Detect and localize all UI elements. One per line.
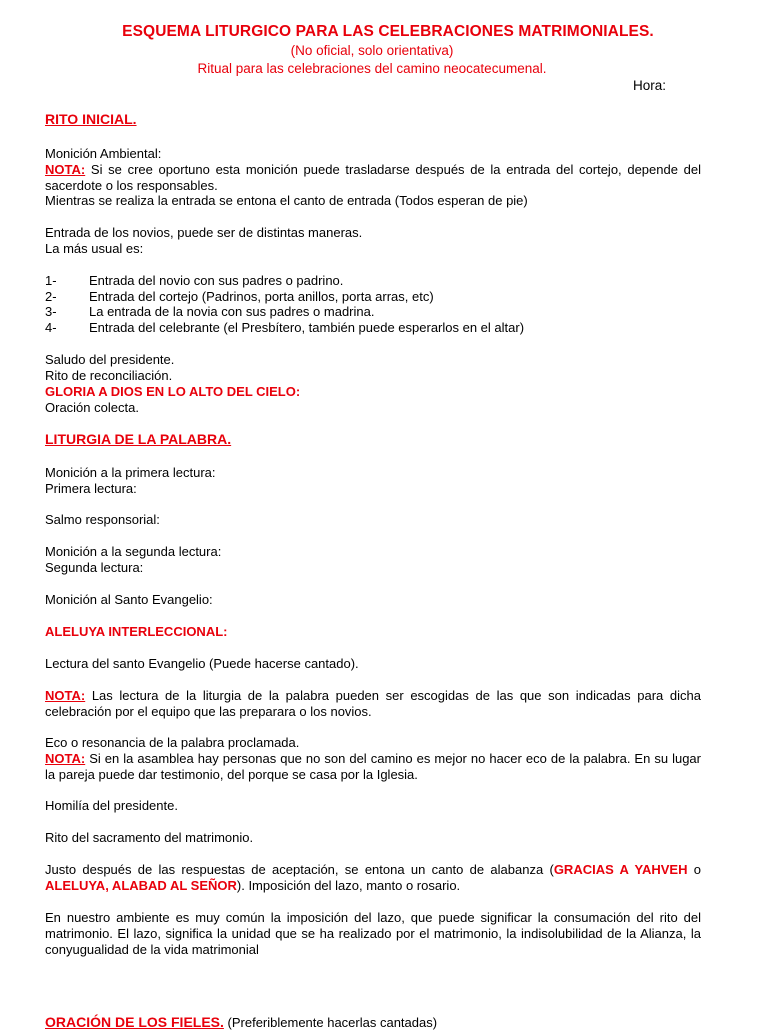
- entrada-novios: Entrada de los novios, puede ser de distintas maneras.: [45, 225, 363, 240]
- list-number: 3-: [45, 304, 57, 319]
- fieles-note: (Preferiblemente hacerlas cantadas): [223, 1015, 438, 1030]
- list-item: [45, 304, 701, 320]
- heading-rito-inicial: RITO INICIAL.: [45, 111, 137, 127]
- heading-liturgia-palabra: LITURGIA DE LA PALABRA.: [45, 431, 232, 447]
- alabanza-text-b: ). Imposición del lazo, manto o rosario.: [236, 877, 461, 893]
- document-title: ESQUEMA LITURGICO PARA LAS CELEBRACIONES MATRIMONIALES.: [122, 23, 654, 40]
- alabanza-o: o: [687, 862, 702, 877]
- nota-text: Si en la asamblea hay personas que no son del camino es mejor no hacer eco de la palabra. En su lugar la pareja puede dar testimonio, del porque se casa por la Iglesia.: [45, 751, 701, 782]
- canto-entrada: Mientras se realiza la entrada se entona el canto de entrada (Todos esperan de pie): [45, 193, 528, 208]
- segunda-lectura: Segunda lectura:: [45, 560, 144, 575]
- oracion-colecta: Oración colecta.: [45, 400, 139, 415]
- homilia: Homilía del presidente.: [45, 798, 178, 813]
- list-number: 4-: [45, 320, 57, 335]
- monicion-segunda: Monición a la segunda lectura:: [45, 544, 222, 559]
- nota-paragraph-2: [45, 688, 701, 720]
- gracias-yahveh: GRACIAS A YAHVEH: [553, 862, 688, 877]
- nota-label: NOTA:: [45, 751, 86, 766]
- list-number: 1-: [45, 273, 57, 288]
- nota-label: NOTA:: [45, 688, 86, 703]
- rito-reconciliacion: Rito de reconciliación.: [45, 368, 173, 383]
- list-text: La entrada de la novia con sus padres o madrina.: [89, 304, 375, 319]
- mas-usual: La más usual es:: [45, 241, 144, 256]
- nota-paragraph-3: [45, 751, 701, 783]
- lectura-evangelio: Lectura del santo Evangelio (Puede hacerse cantado).: [45, 656, 359, 671]
- alabanza-paragraph: [45, 862, 701, 894]
- gloria: GLORIA A DIOS EN LO ALTO DEL CIELO:: [45, 384, 301, 399]
- saludo-presidente: Saludo del presidente.: [45, 352, 175, 367]
- fieles-line: [45, 1015, 701, 1031]
- nota-label: NOTA:: [45, 162, 86, 177]
- list-item: [45, 289, 701, 305]
- aleluya-alabad: ALELUYA, ALABAD AL SEÑOR: [45, 877, 237, 893]
- salmo-responsorial: Salmo responsorial:: [45, 512, 160, 527]
- list-text: Entrada del cortejo (Padrinos, porta anillos, porta arras, etc): [89, 289, 434, 304]
- monicion-primera: Monición a la primera lectura:: [45, 465, 216, 480]
- list-text: Entrada del celebrante (el Presbítero, también puede esperarlos en el altar): [89, 320, 525, 335]
- eco-resonancia: Eco o resonancia de la palabra proclamada.: [45, 735, 300, 750]
- primera-lectura: Primera lectura:: [45, 481, 137, 496]
- monicion-evangelio: Monición al Santo Evangelio:: [45, 592, 213, 607]
- list-number: 2-: [45, 289, 57, 304]
- alabanza-text-a: Justo después de las respuestas de aceptación, se entona un canto de alabanza (: [45, 862, 554, 877]
- subtitle-unofficial: (No oficial, solo orientativa): [290, 43, 454, 58]
- aleluya-interleccional: ALELUYA INTERLECCIONAL:: [45, 624, 228, 639]
- subtitle-ritual: Ritual para las celebraciones del camino neocatecumenal.: [197, 61, 547, 76]
- list-item: [45, 273, 701, 289]
- nota-text: Si se cree oportuno esta monición puede trasladarse después de la entrada del cortejo, depende del sacerdote o los responsables.: [45, 162, 701, 193]
- list-text: Entrada del novio con sus padres o padrino.: [89, 273, 344, 288]
- monicion-ambiental: Monición Ambiental:: [45, 146, 162, 161]
- nota-paragraph-1: [45, 162, 701, 194]
- rito-sacramento: Rito del sacramento del matrimonio.: [45, 830, 254, 845]
- nota-text: Las lectura de la liturgia de la palabra pueden ser escogidas de las que son indicadas para dicha celebración por el equipo que las preparara o los novios.: [45, 688, 701, 719]
- list-item: [45, 320, 701, 336]
- ambiente-paragraph: En nuestro ambiente es muy común la imposición del lazo, que puede significar la consumación del rito del matrimonio. El lazo, significa la unidad que se ha realizado por el matrimonio, la indisolubilidad de la Alianza, la conyugualidad de la vida matrimonial: [45, 910, 701, 957]
- heading-oracion-fieles: ORACIÓN DE LOS FIELES.: [45, 1014, 224, 1030]
- hora-label: Hora:: [633, 78, 667, 93]
